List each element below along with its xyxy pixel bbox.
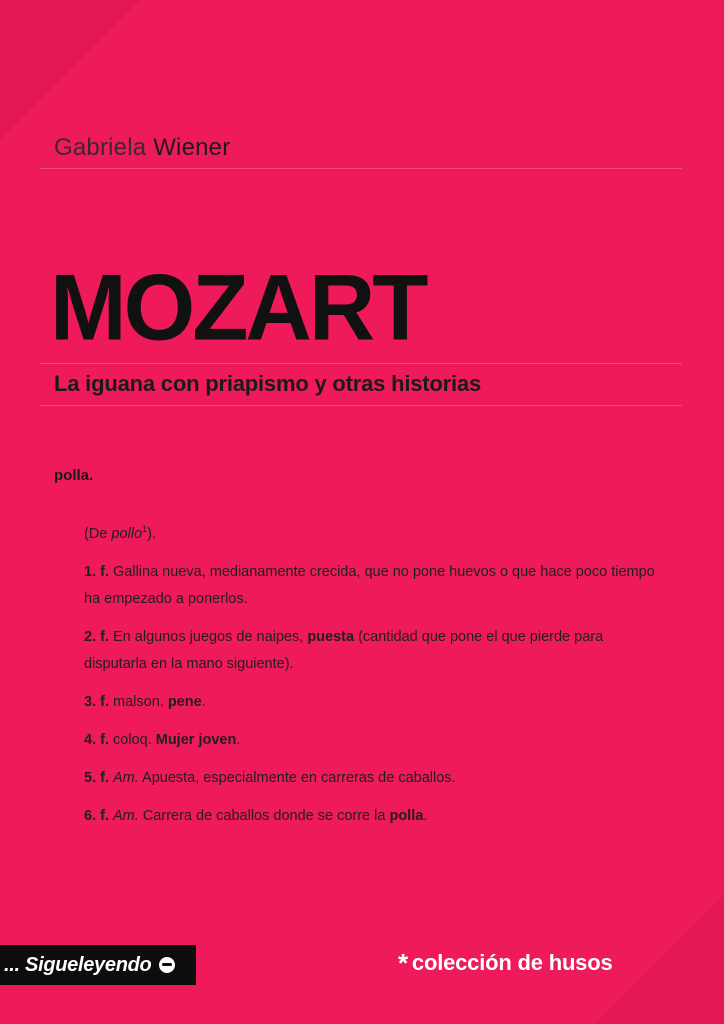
asterisk-icon: * xyxy=(398,948,408,978)
definition-list xyxy=(84,516,664,841)
divider-under-title xyxy=(40,363,682,364)
author-last-name: Wiener xyxy=(153,134,231,161)
publisher-label: ... Sigueleyendo xyxy=(4,953,152,976)
definition-5: 5. f. Am. Apuesta, especialmente en carreras de caballos. xyxy=(84,769,456,786)
entry-headword: polla. xyxy=(54,467,94,484)
top-left-corner-shade xyxy=(0,0,140,140)
definition-6: 6. f. Am. Carrera de caballos donde se corre la polla. xyxy=(84,807,428,824)
bottom-right-corner-shade xyxy=(594,894,724,1024)
etymology: (De pollo$^1$). xyxy=(84,524,156,542)
book-title: MOZART xyxy=(50,255,426,361)
collection-name: colección de husos xyxy=(411,950,613,975)
divider-under-subtitle xyxy=(40,405,682,406)
etymology-word: pollo xyxy=(111,525,143,542)
definition-3: 3. f. malson. pene. xyxy=(84,693,206,710)
author-name xyxy=(54,134,230,162)
book-subtitle: La iguana con priapismo y otras historias xyxy=(54,371,482,396)
collection-label xyxy=(398,948,613,979)
definition-4: 4. f. coloq. Mujer joven. xyxy=(84,731,241,748)
publisher-circle-icon xyxy=(159,957,175,973)
definition-2: 2. f. En algunos juegos de naipes, puesta (cantidad que pone el que pierde para disputarla en la mano siguiente). xyxy=(84,628,604,672)
author-first-name: Gabriela xyxy=(54,134,147,161)
divider-top xyxy=(40,168,682,169)
definition-1: 1. f. Gallina nueva, medianamente crecida, que no pone huevos o que hace poco tiempo ha empezado a ponerlos. xyxy=(84,563,655,607)
publisher-logo xyxy=(0,945,196,985)
